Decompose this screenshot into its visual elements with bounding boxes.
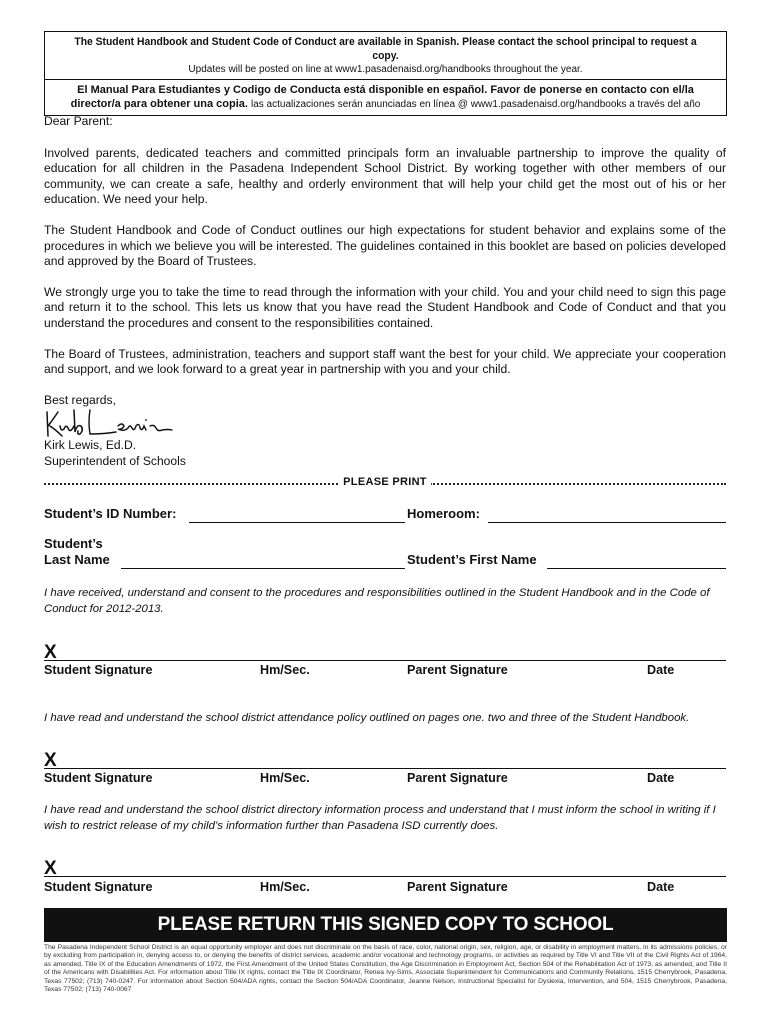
signature-line-2[interactable] (44, 750, 726, 769)
consent-2-text: I have read and understand the school district attendance policy outlined on pages one. two and three of the Student Handbook. (44, 712, 690, 724)
english-notice (45, 32, 726, 80)
students-label: Student’s (44, 536, 103, 551)
greeting: Dear Parent: (44, 114, 113, 128)
hm-sec-label: Hm/Sec. (260, 771, 310, 785)
first-name-label: Student’s First Name (407, 552, 537, 567)
x-mark-2: X (44, 750, 57, 771)
parent-signature-label: Parent Signature (407, 771, 508, 785)
homeroom-label: Homeroom: (407, 506, 480, 521)
signer-block (44, 437, 186, 469)
paragraph-3: We strongly urge you to take the time to read through the information with your child. You and your child need to sign this page and return it to the school. This lets us know that you have read the Student Handbook and Code of Conduct and that you understand the procedures and consent to the responsibilities contained. (44, 284, 726, 330)
name-row (44, 536, 726, 570)
signer-name: Kirk Lewis, Ed.D. (44, 438, 137, 452)
signature-line-3[interactable] (44, 858, 726, 877)
letter-body (44, 114, 726, 423)
x-mark-1: X (44, 642, 57, 663)
date-label: Date (647, 771, 675, 785)
hm-sec-label: Hm/Sec. (260, 880, 310, 894)
student-signature-label: Student Signature (44, 771, 153, 785)
english-notice-small: Updates will be posted on line at www1.pasadenaisd.org/handbooks throughout the year. (188, 64, 583, 75)
return-banner: PLEASE RETURN THIS SIGNED COPY TO SCHOOL (44, 908, 727, 942)
please-print-divider (44, 476, 726, 492)
dotted-rule-left (44, 483, 342, 485)
language-notice-box (44, 31, 727, 116)
student-signature-label: Student Signature (44, 880, 153, 894)
paragraph-4: The Board of Trustees, administration, teachers and support staff want the best for your child. We appreciate your cooperation and support, and we look forward to a great year in partnership with you and your child. (44, 346, 726, 377)
spanish-notice-small: las actualizaciones serán anunciadas en línea @ www1.pasadenaisd.org/handbooks a través del año (251, 99, 701, 110)
dotted-rule-right (430, 483, 726, 485)
spanish-notice (45, 80, 726, 115)
english-notice-bold: The Student Handbook and Student Code of Conduct are available in Spanish. Please contact the school principal to request a copy. (74, 36, 697, 62)
id-homeroom-row (44, 506, 726, 524)
student-id-field[interactable] (189, 506, 405, 523)
superintendent-handwritten-signature (44, 404, 174, 440)
consent-3-text: I have read and understand the school district directory information process and understand that I must inform the school in writing if I wish to restrict release of my child’s information further than Pasadena ISD currently does. (44, 804, 716, 832)
date-label: Date (647, 663, 675, 677)
student-id-label: Student’s ID Number: (44, 506, 177, 521)
parent-signature-label: Parent Signature (407, 663, 508, 677)
nondiscrimination-footer: The Pasadena Independent School District is an equal opportunity employer and does not discriminate on the basis of race, color, national origin, sex, religion, age, or disability in employment matters, in its admissions policies, or by excluding from participation in, denying access to, or denying the benefits of district services, academic and/or vocational and technology programs, or activities as required by Title VI and Title VII of the Civil Rights Act of 1964, as amended, Title IX of the Education Amendments of 1972, the First Amendment of the United States Constitution, the Age Discrimination in Employment Act, Section 504 of the Rehabilitation Act of 1973, as amended, and Title II of the Americans with Disabilities Act. For information about Title IX rights, contact the Title IX Coordinator, Renea Ivy-Sims, Associate Superintendent for Communications and Community Relations, 1515 Cherrybrook, Pasadena, Texas 77502; (713) 740-0247. For information about Section 504/ADA rights, contact the Section 504/ADA Coordinator, Jeanne Nelson, Instructional Specialist for Dyslexia, Intervention, and 504, 1515 Cherrybrook, Pasadena, Texas 77502; (713) 740-0067 (44, 944, 727, 994)
homeroom-field[interactable] (488, 506, 726, 523)
consent-1-text: I have received, understand and consent to the procedures and responsibilities outlined in the Student Handbook and in the Code of Conduct for 2012-2013. (44, 587, 710, 615)
paragraph-1: Involved parents, dedicated teachers and committed principals form an invaluable partnership to improve the quality of education for all children in the Pasadena Independent School District. By working together with other members of our community, we can create a safe, healthy and orderly environment that will help your child get the most out of his or her education. We need your help. (44, 145, 726, 207)
date-label: Date (647, 880, 675, 894)
signer-title: Superintendent of Schools (44, 454, 186, 468)
student-signature-label: Student Signature (44, 663, 153, 677)
first-name-field[interactable] (547, 552, 726, 569)
last-name-field[interactable] (121, 552, 405, 569)
please-print-label: PLEASE PRINT (339, 476, 431, 488)
hm-sec-label: Hm/Sec. (260, 663, 310, 677)
last-name-label: Last Name (44, 552, 110, 567)
paragraph-2: The Student Handbook and Code of Conduct outlines our high expectations for student behavior and explains some of the procedures in which we believe you will be interested. The guidelines contained in this booklet are based on policies developed and approved by the Board of Trustees. (44, 222, 726, 269)
parent-signature-label: Parent Signature (407, 880, 508, 894)
spanish-notice-bold: El Manual Para Estudiantes y Codigo de Conducta está disponible en español. Favor de ponerse en contacto con el/la director/a para obtener una copia. (70, 84, 694, 110)
x-mark-3: X (44, 858, 57, 879)
signature-line-1[interactable] (44, 642, 726, 661)
closing: Best regards, (44, 392, 116, 407)
